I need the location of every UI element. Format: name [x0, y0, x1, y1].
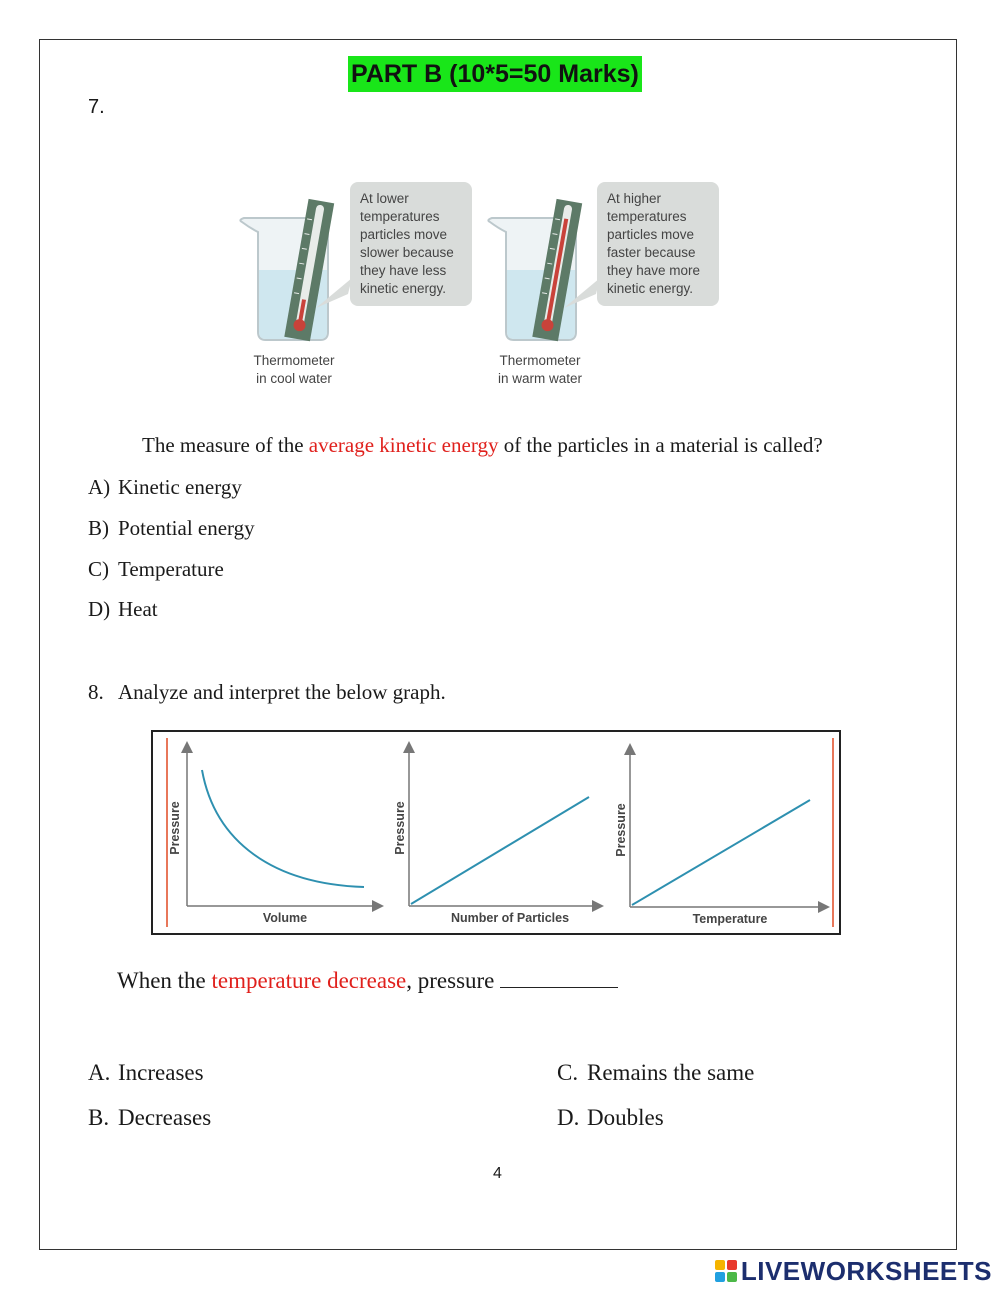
page-number: 4 [493, 1165, 502, 1182]
q8-option-letter: A. [88, 1060, 111, 1085]
q8-option-b[interactable] [88, 1105, 211, 1131]
graph-3-ylabel: Pressure [614, 803, 628, 857]
q7-option-letter: B) [88, 516, 109, 540]
warm-caption: Thermometer in warm water [497, 353, 583, 386]
q8-option-text: Decreases [118, 1105, 212, 1130]
q7-option-d[interactable] [88, 597, 158, 622]
question-8-text-before: When the [117, 968, 212, 993]
graph-1-ylabel: Pressure [168, 801, 182, 855]
q7-option-letter: D) [88, 597, 111, 621]
liveworksheets-blocks-icon [715, 1260, 737, 1282]
brand-name: LIVEWORKSHEETS [740, 1255, 992, 1286]
graph-1-xlabel: Volume [262, 911, 308, 925]
q8-option-c[interactable] [557, 1060, 754, 1086]
q7-option-c[interactable] [88, 557, 224, 582]
liveworksheets-logo[interactable] [715, 1256, 992, 1286]
q8-option-letter: B. [88, 1105, 110, 1130]
question-8-prompt [88, 680, 446, 705]
graph-volume [168, 744, 381, 925]
q7-option-a[interactable] [88, 475, 242, 500]
q7-option-text: Potential energy [118, 516, 255, 540]
graph-2-ylabel: Pressure [393, 801, 407, 855]
q8-option-text: Remains the same [587, 1060, 755, 1085]
question-7-highlight: average kinetic energy [308, 433, 499, 457]
q7-option-text: Temperature [118, 557, 224, 581]
graph-temperature [614, 746, 827, 926]
q7-option-b[interactable] [88, 516, 255, 541]
graph-3-line [632, 800, 810, 905]
graph-particles [393, 744, 601, 925]
graph-3-xlabel: Temperature [692, 912, 768, 926]
question-8-highlight: temperature decrease [211, 968, 407, 993]
q8-option-text: Increases [118, 1060, 204, 1085]
cool-callout: At lower temperatures particles move slower because they have less kinetic energy. [350, 182, 472, 306]
graph-2-xlabel: Number of Particles [450, 911, 570, 925]
question-8-text [117, 968, 618, 994]
question-8-number: 8. [88, 680, 104, 704]
cool-beaker-icon [240, 199, 352, 341]
part-b-header: PART B (10*5=50 Marks) [348, 56, 642, 92]
q8-option-text: Doubles [587, 1105, 664, 1130]
q7-option-letter: C) [88, 557, 109, 581]
q7-option-letter: A) [88, 475, 111, 499]
warm-callout: At higher temperatures particles move faster because they have more kinetic energy. [597, 182, 719, 306]
graph-2-line [411, 797, 589, 904]
question-8-text-after: , pressure [406, 968, 495, 993]
thermometer-figure [220, 160, 740, 395]
q8-option-a[interactable] [88, 1060, 204, 1086]
q8-option-letter: C. [557, 1060, 579, 1085]
q8-option-d[interactable] [557, 1105, 664, 1131]
gas-law-graphs-svg [153, 732, 839, 933]
graph-1-curve [202, 770, 364, 887]
gas-law-graphs [151, 730, 841, 935]
question-7-number: 7. [88, 96, 105, 118]
q7-option-text: Kinetic energy [118, 475, 242, 499]
warm-beaker-icon [488, 199, 600, 341]
q7-option-text: Heat [118, 597, 158, 621]
q8-option-letter: D. [557, 1105, 580, 1130]
question-7-text-before: The measure of the [142, 433, 309, 457]
cool-caption: Thermometer in cool water [253, 353, 335, 386]
question-7-text [142, 433, 823, 458]
question-7-text-after: of the particles in a material is called? [498, 433, 823, 457]
answer-blank[interactable] [500, 969, 618, 988]
question-8-prompt-text: Analyze and interpret the below graph. [118, 680, 446, 704]
